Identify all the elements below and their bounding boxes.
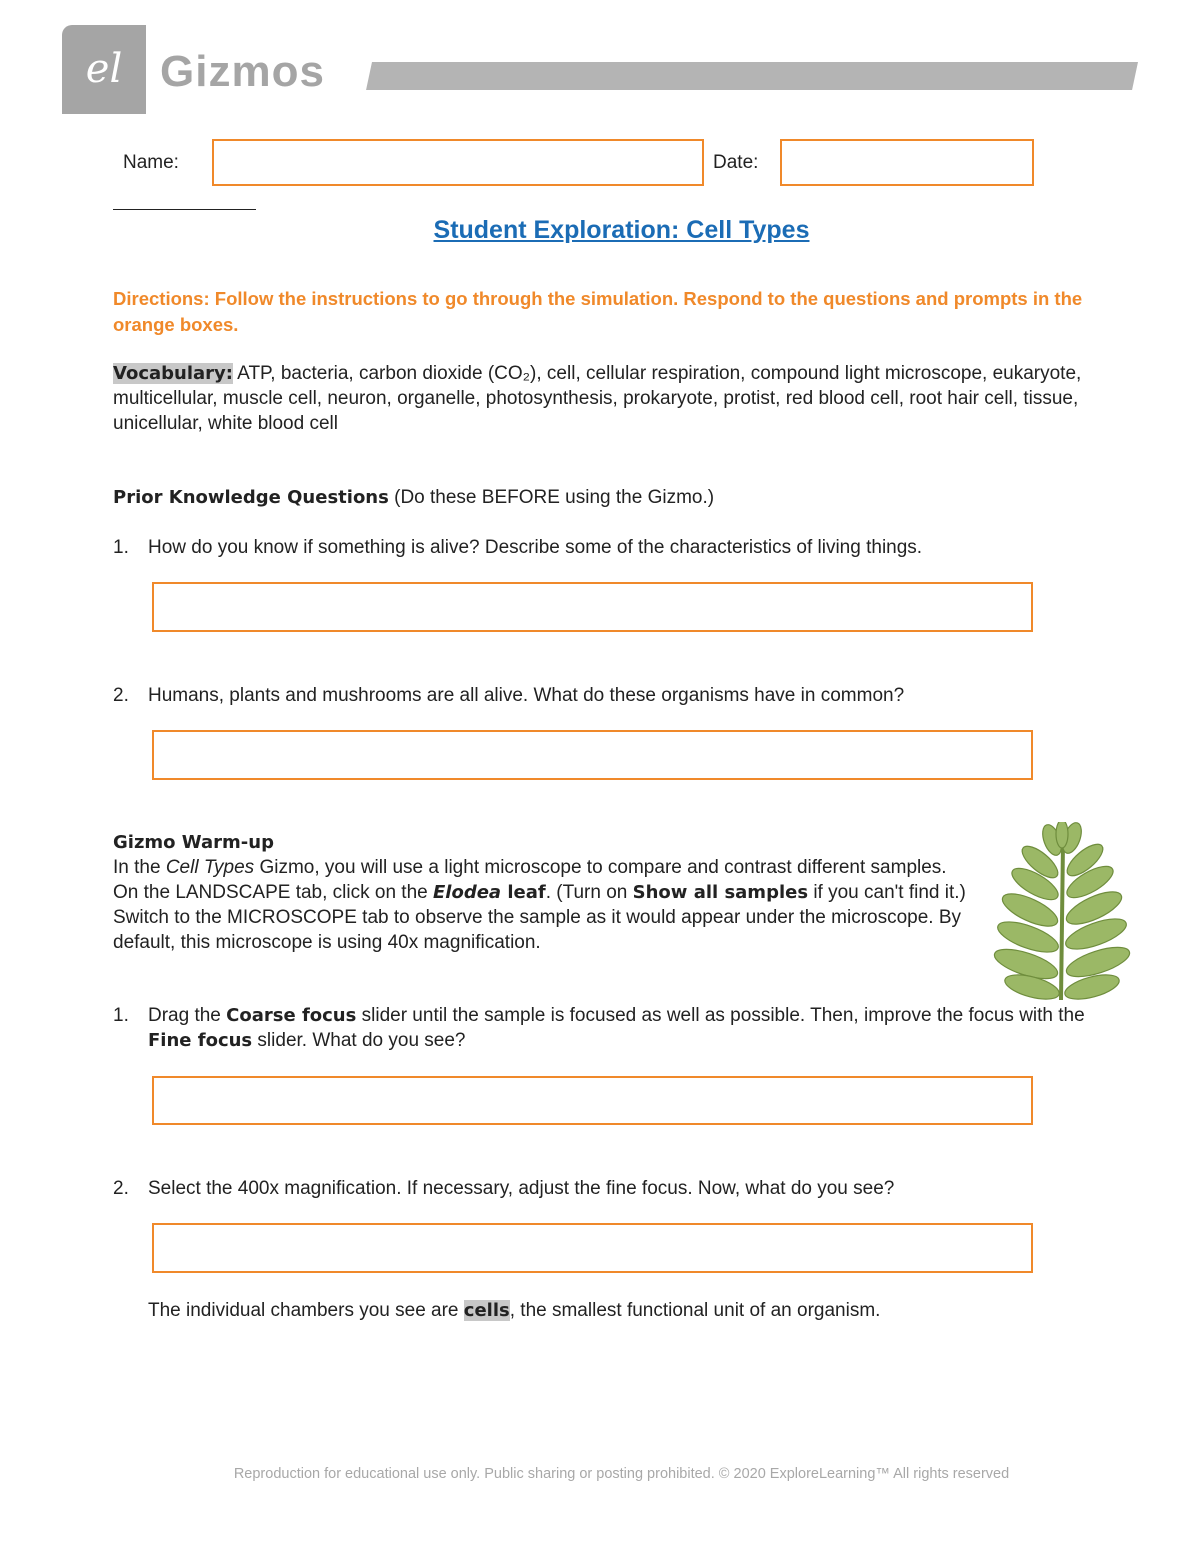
question-prior-2: 2. Humans, plants and mushrooms are all alive. What do these organisms have in common? [113, 685, 905, 706]
name-underline [113, 209, 256, 210]
vocabulary-label: Vocabulary: [113, 363, 233, 384]
answer-box-prior-2[interactable] [152, 730, 1033, 780]
date-field[interactable] [780, 139, 1034, 186]
cells-statement: The individual chambers you see are cells, the smallest functional unit of an organism. [148, 1300, 881, 1321]
answer-box-prior-1[interactable] [152, 582, 1033, 632]
warmup-heading: Gizmo Warm-up [113, 832, 274, 853]
explorelearning-logo-icon: el [85, 46, 123, 92]
question-prior-1: 1. How do you know if something is alive? Describe some of the characteristics of living things. [113, 537, 923, 558]
warmup-section: Gizmo Warm-up In the Cell Types Gizmo, you will use a light microscope to compare and contrast different samples. On the LANDSCAPE tab, click on the Elodea leaf. (Turn on Show all samples if you can't find it.) Switch to the MICROSCOPE tab to observe the sample as it would appear under the microscope. By default, this microscope is using 40x magnification. [113, 832, 966, 953]
prior-knowledge-heading: Prior Knowledge Questions (Do these BEFORE using the Gizmo.) [113, 487, 715, 508]
name-field[interactable] [212, 139, 704, 186]
name-label: Name: [123, 152, 179, 173]
brand-name: Gizmos [160, 47, 325, 96]
header-bar [366, 62, 1138, 90]
page-title: Student Exploration: Cell Types [433, 216, 810, 244]
cells-highlight: cells [463, 1300, 510, 1321]
question-warmup-2: 2. Select the 400x magnification. If necessary, adjust the fine focus. Now, what do you see? [113, 1178, 895, 1199]
answer-box-warmup-2[interactable] [152, 1223, 1033, 1273]
directions: Directions: Follow the instructions to go through the simulation. Respond to the questions and prompts in the orange boxes. [113, 288, 1083, 335]
elodea-plant-image [990, 822, 1132, 1002]
date-label: Date: [713, 152, 759, 173]
question-warmup-1: 1. Drag the Coarse focus slider until the sample is focused as well as possible. Then, improve the focus with the Fine focus slider. What do you see? [113, 1005, 1085, 1051]
vocabulary-list: ATP, bacteria, carbon dioxide (CO₂), cell, cellular respiration, compound light microscope, eukaryote, multicellular, muscle cell, neuron, organelle, photosynthesis, prokaryote, protist, red blood cell, root hair cell, tissue, unicellular, white blood cell [113, 363, 1082, 434]
footer-copyright: Reproduction for educational use only. Public sharing or posting prohibited. © 2020 ExploreLearning™ All rights reserved [233, 1466, 1010, 1482]
vocabulary [113, 361, 1123, 436]
answer-box-warmup-1[interactable] [152, 1076, 1033, 1125]
